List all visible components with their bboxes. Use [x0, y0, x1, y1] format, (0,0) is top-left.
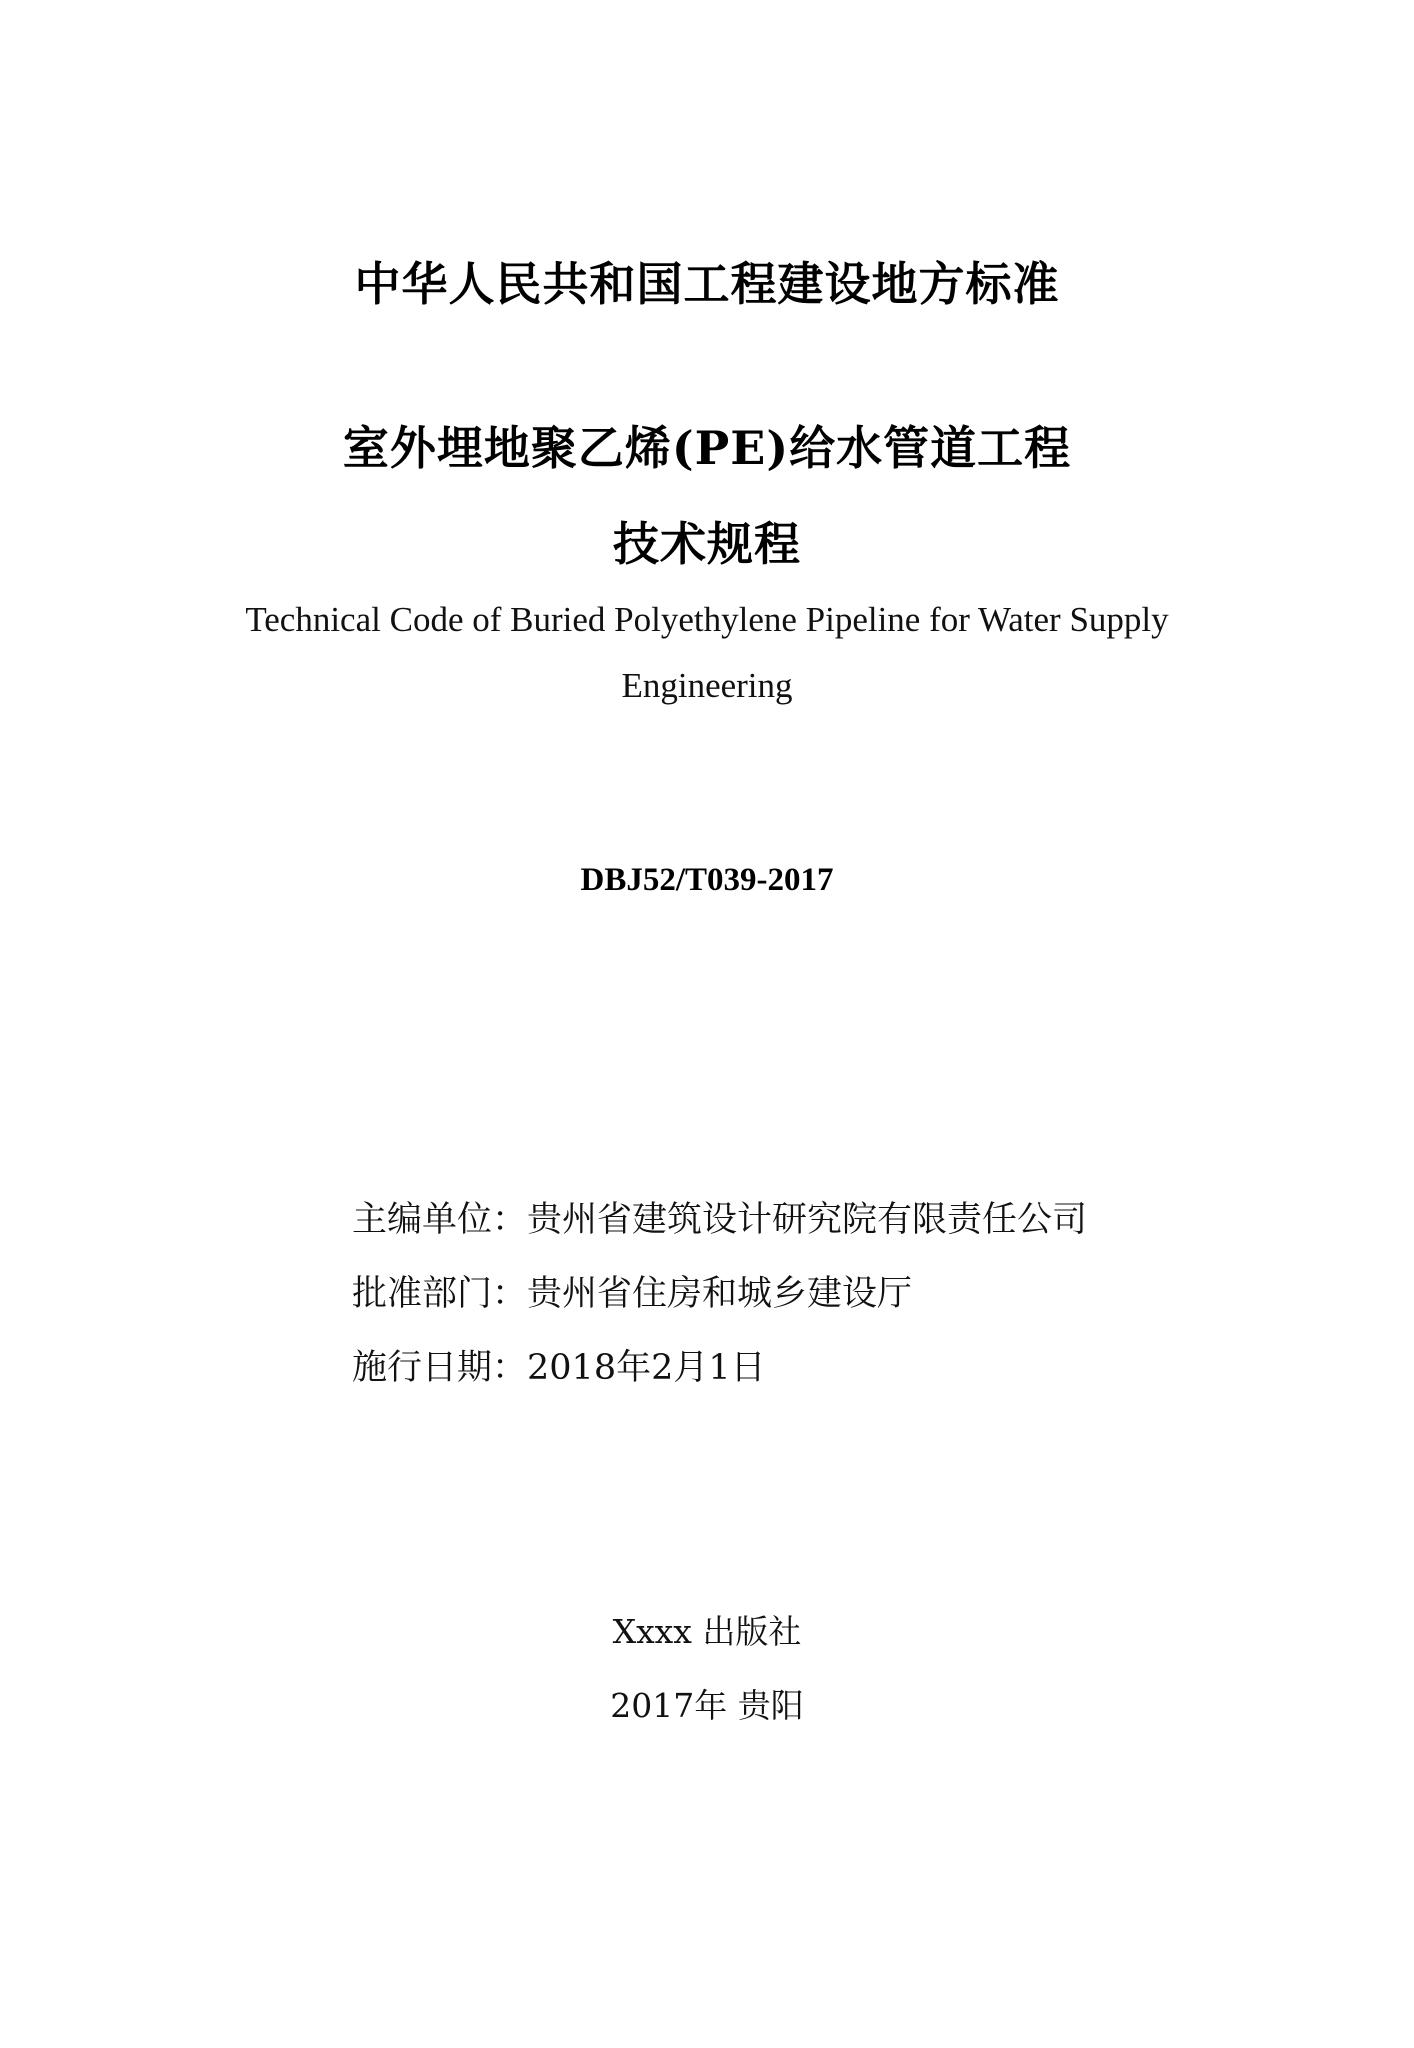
- title-en-line2: Engineering: [621, 666, 793, 705]
- approval-label: 批准部门：: [352, 1274, 528, 1314]
- publisher-name: Xxxx 出版社: [612, 1612, 802, 1651]
- publish-year-place: 2017年 贵阳: [610, 1686, 804, 1725]
- title-en-line1: Technical Code of Buried Polyethylene Pipeline for Water Supply: [245, 600, 1169, 639]
- standard-type-heading: 中华人民共和国工程建设地方标准: [354, 257, 1060, 311]
- standard-code: DBJ52/T039-2017: [580, 862, 834, 898]
- chief-editor-row: [352, 1192, 1087, 1242]
- approval-value: 贵州省住房和城乡建设厅: [527, 1274, 913, 1314]
- chief-editor-label: 主编单位：: [352, 1200, 528, 1240]
- approval-row: [352, 1266, 912, 1316]
- title-cn-line1: 室外埋地聚乙烯(PE)给水管道工程: [342, 421, 1072, 475]
- effective-date-value: 2018年2月1日: [527, 1348, 766, 1388]
- title-cn-line2: 技术规程: [613, 517, 801, 571]
- chief-editor-value: 贵州省建筑设计研究院有限责任公司: [527, 1200, 1088, 1240]
- effective-date-label: 施行日期：: [352, 1348, 528, 1388]
- effective-date-row: [352, 1340, 766, 1390]
